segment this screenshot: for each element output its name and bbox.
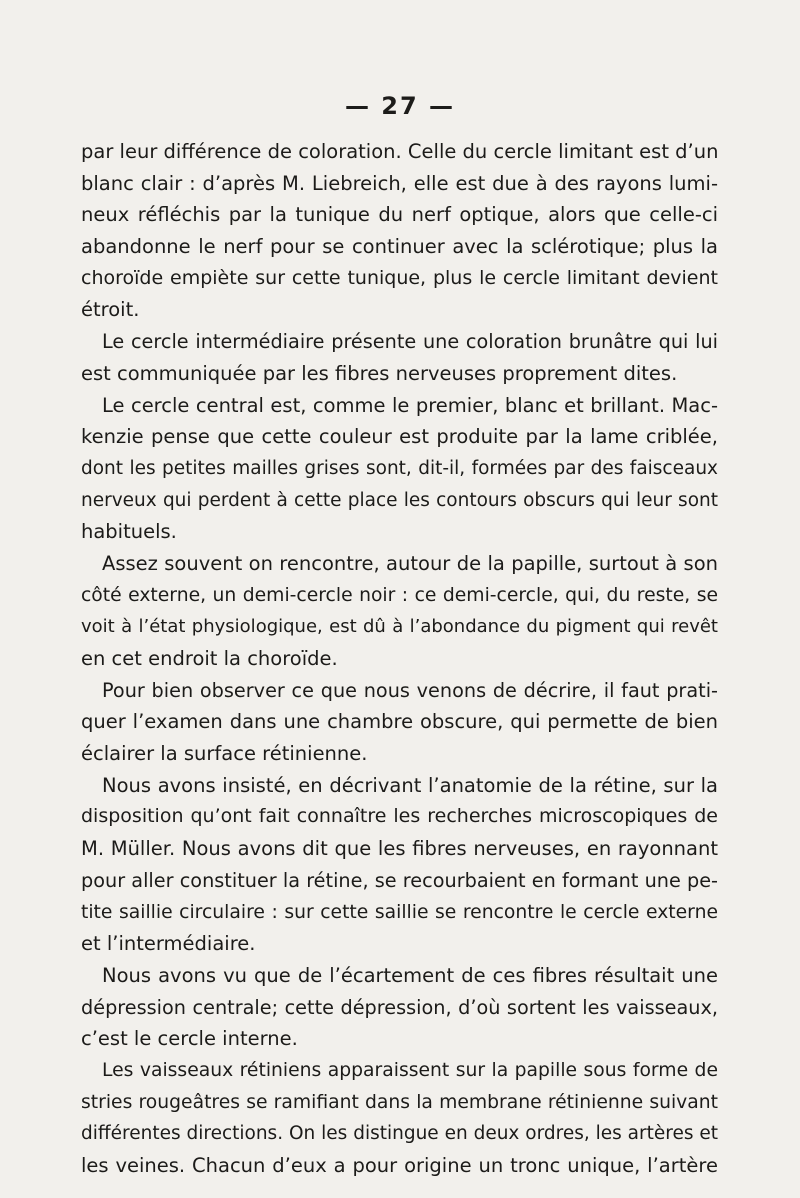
text-line: pour aller constituer la rétine, se recourbaient en formant une pe- — [81, 868, 718, 892]
text-line: dont les petites mailles grises sont, dit-il, formées par des faisceaux — [81, 457, 718, 479]
text-line: par leur différence de coloration. Celle du cercle limitant est d’un — [81, 140, 719, 163]
text-line: kenzie pense que cette couleur est produite par la lame criblée, — [81, 425, 718, 449]
text-line: éclairer la surface rétinienne. — [81, 742, 368, 766]
text-line: Nous avons insisté, en décrivant l’anatomie de la rétine, sur la — [102, 773, 718, 797]
text-line: disposition qu’ont fait connaître les recherches microscopiques de — [81, 805, 718, 828]
text-line: est communiquée par les fibres nerveuses proprement dites. — [81, 361, 678, 385]
text-line: c’est le cercle interne. — [81, 1027, 298, 1051]
text-line: Le cercle intermédiaire présente une coloration brunâtre qui lui — [102, 330, 718, 354]
text-line: Assez souvent on rencontre, autour de la papille, surtout à son — [102, 551, 718, 575]
text-line: côté externe, un demi-cercle noir : ce demi-cercle, qui, du reste, se — [81, 584, 718, 606]
text-line: tite saillie circulaire : sur cette saillie se rencontre le cercle externe — [81, 901, 718, 923]
body-text — [81, 136, 718, 1182]
page-number: — 27 — — [344, 92, 456, 120]
text-line: étroit. — [81, 298, 140, 322]
text-line: Pour bien observer ce que nous venons de décrire, il faut prati- — [102, 678, 718, 702]
text-line: Les vaisseaux rétiniens apparaissent sur la papille sous forme de — [102, 1059, 718, 1081]
text-line: en cet endroit la choroïde. — [81, 647, 338, 670]
text-line: Nous avons vu que de l’écartement de ces fibres résultait une — [102, 963, 718, 987]
text-line: Le cercle central est, comme le premier, blanc et brillant. Mac- — [102, 393, 718, 417]
text-line: voit à l’état physiologique, est dû à l’abondance du pigment qui revêt — [81, 616, 718, 638]
text-line: différentes directions. On les distingue en deux ordres, les artères et — [81, 1123, 718, 1145]
text-line: et l’intermédiaire. — [81, 932, 256, 956]
text-line: habituels. — [81, 520, 177, 544]
text-line: stries rougeâtres se ramifiant dans la membrane rétinienne suivant — [81, 1091, 718, 1113]
text-line: neux réfléchis par la tunique du nerf optique, alors que celle-ci — [81, 203, 718, 227]
text-line: les veines. Chacun d’eux a pour origine un tronc unique, l’artère — [81, 1154, 718, 1177]
text-line: blanc clair : d’après M. Liebreich, elle est due à des rayons lumi- — [81, 171, 718, 195]
text-line: nerveux qui perdent à cette place les contours obscurs qui leur sont — [81, 489, 718, 511]
text-line: abandonne le nerf pour se continuer avec la sclérotique; plus la — [81, 235, 718, 259]
text-line: choroïde empiète sur cette tunique, plus le cercle limitant devient — [81, 266, 718, 289]
text-line: quer l’examen dans une chambre obscure, qui permette de bien — [81, 710, 718, 734]
text-line: M. Müller. Nous avons dit que les fibres nerveuses, en rayonnant — [81, 837, 718, 861]
text-line: dépression centrale; cette dépression, d’où sortent les vaisseaux, — [81, 995, 718, 1019]
